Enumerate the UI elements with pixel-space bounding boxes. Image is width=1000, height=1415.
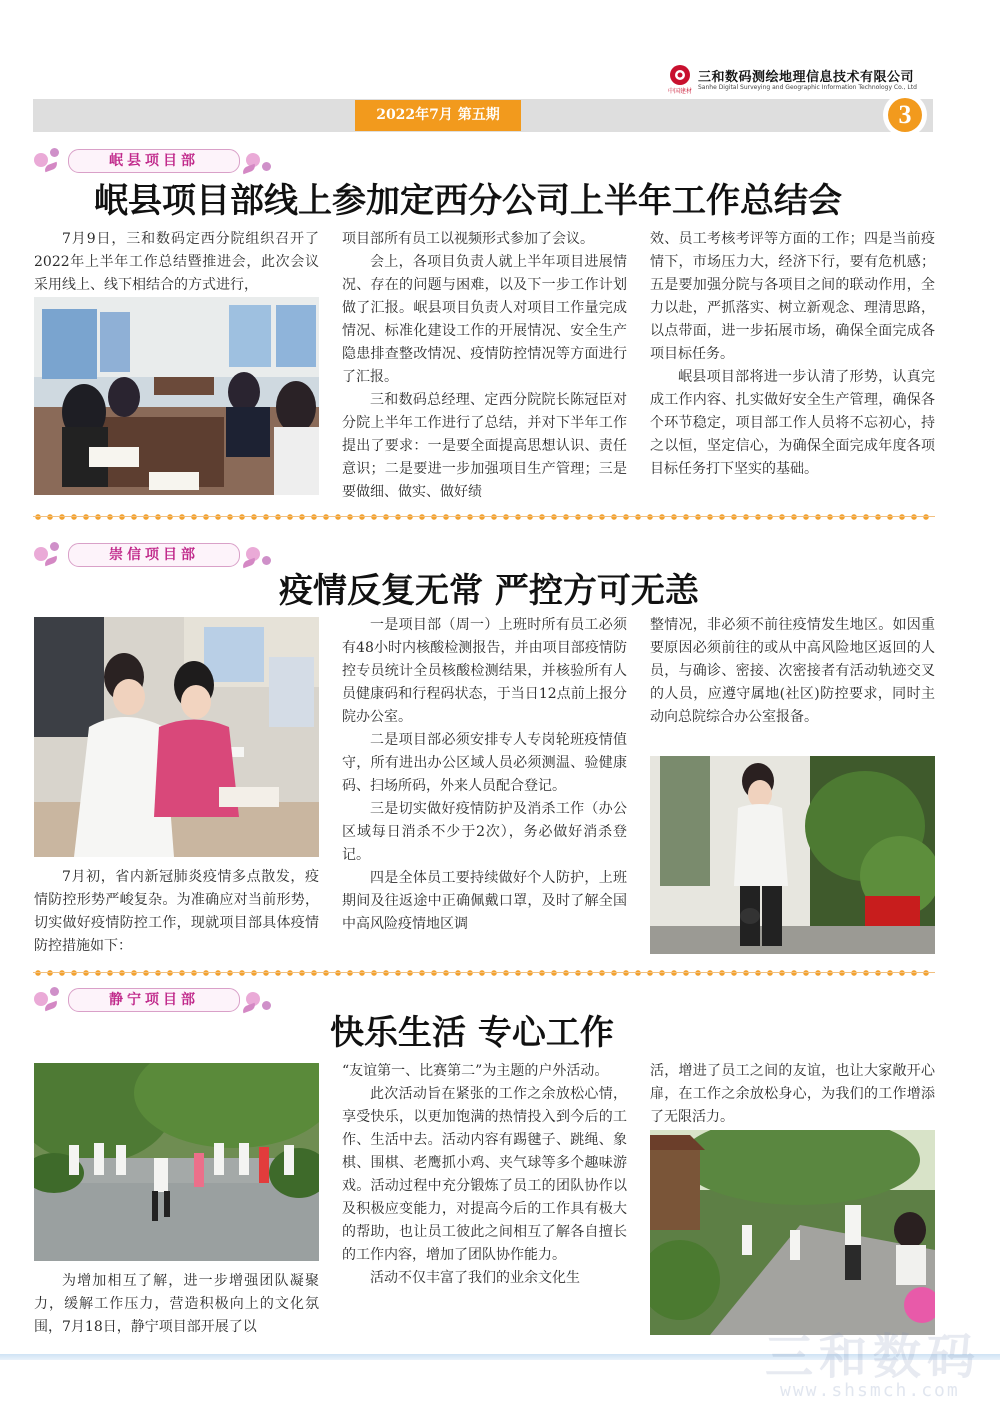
article-text: 效、员工考核考评等方面的工作；四是当前疫情下，市场压力大，经济下行，要有危机感；五是要加强分院与各项目之间的联动作用，全力以赴，严抓落实、树立新观念、理清思路，以点带面，进一步拓展市场，确保全面完成各项目标任务。 岷县项目部将进一步认清了形势，认真完成工作内容、扎实做好安全生产管理，确保各个环节稳定，项目部工作人员将不忘初心，持之以恒，坚定信心，为确保全面完成年度各项目标任务打下坚实的基础。: [650, 231, 935, 477]
issue-label: 2022年7月 第五期: [355, 100, 521, 131]
section-tag-label: 崇信项目部: [68, 543, 240, 567]
section-tag-label: 静宁项目部: [68, 988, 240, 1012]
temperature-check-photo: [34, 617, 319, 857]
outdoor-activity-photo: [34, 1063, 319, 1261]
section-tag-chongxin: [30, 540, 270, 568]
article-text: 整情况，非必须不前往疫情发生地区。如因重要原因必须前往的或从中高风险地区返回的人员，与确诊、密接、次密接者有活动轨迹交叉的人员，应遵守属地(社区)防控要求，同时主动向总院综合办公室报备。: [650, 617, 935, 725]
article-title: 岷县项目部线上参加定西分公司上半年工作总结会: [94, 181, 842, 221]
section-divider: [33, 512, 935, 522]
company-name-en: Sanhe Digital Surveying and Geographic Information Technology Co., Ltd: [698, 84, 917, 91]
section-tag-jingning: [30, 985, 270, 1013]
article-text: 一是项目部（周一）上班时所有员工必须有48小时内核酸检测报告，并由项目部疫情防控专员统计全员核酸检测结果，并核验所有人员健康码和行程码状态，于当日12点前上报分院办公室。 二是项目部必须安排专人专岗轮班疫情值守，所有进出办公区域人员必须测温、验健康码、扫场所码，外来人员配合登记。 三是切实做好疫情防护及消杀工作（办公区域每日消杀不少于2次），务必做好消杀登记。 四是全体员工要持续做好个人防护，上班期间及往返途中正确佩戴口罩，及时了解全国中高风险疫情地区调: [342, 617, 627, 932]
article-text: 为增加相互了解，进一步增强团队凝聚力，缓解工作压力，营造积极向上的文化氛围，7月18日，静宁项目部开展了以: [34, 1273, 319, 1335]
company-logo: [668, 64, 936, 94]
section-tag-minxian: [30, 146, 270, 174]
company-name: 三和数码测绘地理信息技术有限公司: [698, 70, 915, 85]
article-text: “友谊第一、比赛第二”为主题的户外活动。 此次活动旨在紧张的工作之余放松心情，享受快乐，以更加饱满的热情投入到今后的工作、生活中去。活动内容有踢毽子、跳绳、象棋、围棋、老鹰抓小鸡、夹气球等多个趣味游戏。活动过程中充分锻炼了员工的团队协作以及积极应变能力，对提高今后的工作具有极大的帮助，也让员工彼此之间相互了解各自擅长的工作内容，增加了团队协作能力。 活动不仅丰富了我们的业余文化生: [342, 1063, 627, 1286]
section-divider: [33, 968, 935, 978]
article-text: 活，增进了员工之间的友谊，也让大家敞开心扉，在工作之余放松身心，为我们的工作增添了无限活力。: [650, 1063, 935, 1125]
article-text: 项目部所有员工以视频形式参加了会议。 会上，各项目负责人就上半年项目进展情况、存在的问题与困难，以及下一步工作计划做了汇报。岷县项目负责人对项目工作量完成情况、标准化建设工作的开展情况、安全生产隐患排查整改情况、疫情防控情况等方面进行了汇报。 三和数码总经理、定西分院院长陈冠臣对分院上半年工作进行了总结，并对下半年工作提出了要求：一是要全面提高思想认识、责任意识；二是要进一步加强项目生产管理；三是要做细、做实、做好绩: [342, 231, 627, 500]
page-number: 3: [888, 98, 922, 132]
article-text: 7月9日，三和数码定西分院组织召开了2022年上半年工作总结暨推进会，此次会议采用线上、线下相结合的方式进行，: [34, 231, 319, 293]
disinfection-photo: [650, 756, 935, 954]
logo-subtext: 中国建材: [668, 88, 693, 95]
watermark-url: www.shsmch.com: [780, 1380, 960, 1401]
article-text: 7月初，省内新冠肺炎疫情多点散发，疫情防控形势严峻复杂。为准确应对当前形势，切实做好疫情防控工作，现就项目部具体疫情防控措施如下：: [34, 869, 319, 954]
article-title: 疫情反复无常 严控方可无恙: [279, 571, 699, 611]
meeting-photo: [34, 297, 319, 495]
logo-mark-icon: [668, 64, 692, 88]
park-walk-photo: [650, 1130, 935, 1335]
article-title: 快乐生活 专心工作: [330, 1013, 614, 1053]
section-tag-label: 岷县项目部: [68, 149, 240, 173]
watermark-brand: 三和数码: [765, 1329, 982, 1385]
